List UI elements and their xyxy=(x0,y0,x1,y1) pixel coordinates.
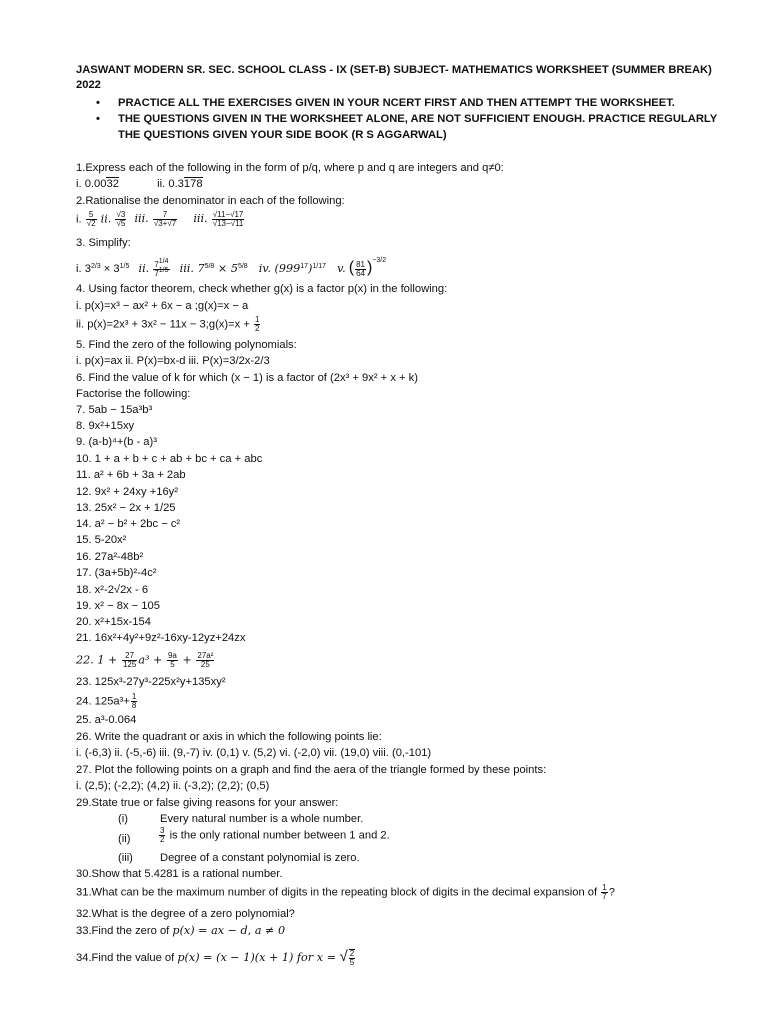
q22-term: a³ + xyxy=(138,653,166,667)
question-5-parts: i. p(x)=ax ii. P(x)=bx-d iii. P(x)=3/2x-2/3 xyxy=(76,355,270,367)
q1-repeating-digits-i: 32 xyxy=(106,178,119,190)
instruction-bullet-1: PRACTICE ALL THE EXERCISES GIVEN IN YOUR NCERT FIRST AND THEN ATTEMPT THE WORKSHEET. xyxy=(118,97,675,109)
denominator: 8 xyxy=(131,701,137,710)
q31-end: ? xyxy=(608,886,615,899)
question-item: 14. a² − b² + 2bc − c² xyxy=(76,518,181,530)
numerator: 2 xyxy=(349,949,355,959)
base: 7 xyxy=(154,268,159,278)
statement-i: Every natural number is a whole number. xyxy=(160,813,364,825)
question-5: 5. Find the zero of the following polynomials: xyxy=(76,339,297,351)
fraction xyxy=(196,652,214,669)
question-item: 18. x²-2√2x - 6 xyxy=(76,584,149,596)
q34-prefix: 34.Find the value of xyxy=(76,952,178,964)
q4-part-ii-text: ii. p(x)=2x³ + 3x² − 11x − 3;g(x)=x + xyxy=(76,318,253,331)
numerator: 1 xyxy=(602,883,607,892)
numerator: 1 xyxy=(255,315,260,324)
question-3-parts xyxy=(76,258,386,278)
fraction xyxy=(153,257,169,278)
q3-part-i: i. 3 xyxy=(76,263,91,275)
statement-ii-text: is the only rational number between 1 and 2. xyxy=(169,829,390,842)
roman-numeral-ii: (ii) xyxy=(118,833,131,845)
fraction xyxy=(601,884,607,901)
question-4-part-ii xyxy=(76,316,261,333)
question-26-parts: i. (-6,3) ii. (-5,-6) iii. (9,-7) iv. (0,1) v. (5,2) vi. (-2,0) vii. (19,0) viii. (0,-101) xyxy=(76,747,432,759)
exponent: 17 xyxy=(300,263,308,270)
question-33 xyxy=(76,924,285,938)
q33-expression: p(x) = ax − d, a ≠ 0 xyxy=(172,924,286,937)
denominator: 125 xyxy=(122,660,137,669)
numerator: 27a² xyxy=(197,651,214,660)
exponent: 5/8 xyxy=(237,263,248,270)
exponent: 1/5 xyxy=(158,266,169,274)
question-item: 17. (3a+5b)²-4c² xyxy=(76,567,157,579)
question-item: 16. 27a²-48b² xyxy=(76,551,144,563)
question-22 xyxy=(76,652,215,669)
question-24 xyxy=(76,693,138,710)
denominator: 2 xyxy=(160,835,165,844)
q2-part-iii: iii. xyxy=(134,212,149,226)
radical-sign: √ xyxy=(339,948,348,965)
q1-part-ii: ii. 0.3 xyxy=(157,178,184,190)
fraction xyxy=(159,827,165,844)
denominator: √5 xyxy=(116,219,126,228)
question-item: 11. a² + 6b + 3a + 2ab xyxy=(76,469,186,481)
fraction xyxy=(122,652,137,669)
title-line-2: 2022 xyxy=(76,79,101,92)
q1-repeating-digits-ii: 178 xyxy=(183,178,203,190)
statement-iii: Degree of a constant polynomial is zero. xyxy=(160,852,360,864)
q3-part-iii: iii. 7 xyxy=(179,262,205,275)
question-4-part-i: i. p(x)=x³ − ax² + 6x − a ;g(x)=x − a xyxy=(76,300,249,312)
numerator: √11−√17 xyxy=(212,210,244,219)
question-6: 6. Find the value of k for which (x − 1) is a factor of (2x³ + 9x² + x + k) xyxy=(76,372,418,384)
instruction-bullet-2: THE QUESTIONS GIVEN IN THE WORKSHEET ALONE, ARE NOT SUFFICIENT ENOUGH. PRACTICE REGULARLY xyxy=(118,113,718,125)
denominator: 5 xyxy=(170,660,175,669)
numerator: 1 xyxy=(131,692,137,701)
question-2: 2.Rationalise the denominator in each of the following: xyxy=(76,195,345,207)
numerator: 5 xyxy=(86,211,97,220)
fraction xyxy=(86,211,97,228)
question-item: 13. 25x² − 2x + 1/25 xyxy=(76,502,176,514)
fraction xyxy=(167,652,178,669)
q22-plus: + xyxy=(178,653,196,667)
factorise-heading: Factorise the following: xyxy=(76,388,191,400)
denominator: 5 xyxy=(349,958,355,968)
denominator xyxy=(153,266,169,278)
denominator: 7 xyxy=(602,892,607,901)
base: 7 xyxy=(154,259,159,269)
question-item: 20. x²+15x-154 xyxy=(76,616,151,628)
q33-prefix: 33.Find the zero of xyxy=(76,925,173,937)
question-item: 7. 5ab − 15a³b³ xyxy=(76,404,153,416)
fraction xyxy=(131,693,137,710)
question-1-parts xyxy=(76,178,203,191)
denominator: 25 xyxy=(200,660,210,669)
question-23: 23. 125x³-27y³-225x²y+135xy² xyxy=(76,676,226,688)
exponent: 1/17 xyxy=(312,263,326,270)
question-34 xyxy=(76,948,356,967)
question-item: 12. 9x² + 24xy +16y² xyxy=(76,486,178,498)
numerator: 81 xyxy=(356,259,365,269)
exponent: 2/3 xyxy=(90,263,101,270)
numerator: 7 xyxy=(153,211,177,220)
numerator: 3 xyxy=(160,826,165,835)
question-3: 3. Simplify: xyxy=(76,237,131,249)
question-27: 27. Plot the following points on a graph and find the aera of the triangle formed by these points: xyxy=(76,764,547,776)
title-line-1: JASWANT MODERN SR. SEC. SCHOOL CLASS - IX (SET-B) SUBJECT- MATHEMATICS WORKSHEET (SUMMER BREAK) xyxy=(76,64,712,76)
q2-part-iv: iii. xyxy=(193,212,208,226)
question-30: 30.Show that 5.4281 is a rational number. xyxy=(76,868,283,880)
q3-part-iii-mid: × 5 xyxy=(214,262,238,275)
denominator: 64 xyxy=(356,268,365,278)
q24-prefix: 24. 125a³+ xyxy=(76,695,130,708)
q3-part-iv-close: ) xyxy=(307,262,313,275)
roman-numeral-iii: (iii) xyxy=(118,852,133,864)
exponent: 1/5 xyxy=(119,263,130,270)
question-item: 10. 1 + a + b + c + ab + bc + ca + abc xyxy=(76,453,263,465)
bullet-dot-1: • xyxy=(96,97,100,109)
q3-part-ii: ii. xyxy=(138,262,150,275)
numerator: 9a xyxy=(167,651,177,660)
q3-part-v: v. xyxy=(337,262,346,275)
paren-close: ) xyxy=(367,259,373,276)
instruction-bullet-3: THE QUESTIONS GIVEN YOUR SIDE BOOK (R S AGGARWAL) xyxy=(118,129,447,141)
fraction xyxy=(254,316,260,333)
bullet-dot-2: • xyxy=(96,113,100,125)
fraction xyxy=(115,211,126,228)
denominator: 2 xyxy=(255,324,260,333)
question-27-parts: i. (2,5); (-2,2); (4,2) ii. (-3,2); (2,2); (0,5) xyxy=(76,780,270,792)
q31-text: 31.What can be the maximum number of digits in the repeating block of digits in the decimal expansion of xyxy=(76,886,601,899)
question-1: 1.Express each of the following in the form of p/q, where p and q are integers and q≠0: xyxy=(76,162,504,174)
fraction xyxy=(355,261,366,278)
question-26: 26. Write the quadrant or axis in which the following points lie: xyxy=(76,731,382,743)
question-32: 32.What is the degree of a zero polynomial? xyxy=(76,908,295,920)
q3-part-i-mid: × 3 xyxy=(100,263,120,275)
question-item: 19. x² − 8x − 105 xyxy=(76,600,160,612)
question-item: 8. 9x²+15xy xyxy=(76,420,135,432)
numerator: 27 xyxy=(122,652,137,661)
exponent: −3/2 xyxy=(372,257,387,264)
worksheet-title xyxy=(76,64,712,93)
question-4: 4. Using factor theorem, check whether g(x) is a factor p(x) in the following: xyxy=(76,283,448,295)
exponent: 5/8 xyxy=(204,263,215,270)
q34-expression: p(x) = (x − 1)(x + 1) for x = xyxy=(177,951,340,964)
question-item: 15. 5-20x² xyxy=(76,534,127,546)
denominator: √2 xyxy=(86,219,96,228)
question-item: 21. 16x²+4y²+9z²-16xy-12yz+24zx xyxy=(76,632,246,644)
question-25: 25. a³-0.064 xyxy=(76,714,137,726)
q2-part-i: i. xyxy=(76,213,82,226)
question-2-parts xyxy=(76,211,245,228)
question-item: 9. (a-b)⁴+(b - a)³ xyxy=(76,436,157,448)
q3-part-iv: iv. (999 xyxy=(258,262,301,275)
paren-open: ( xyxy=(348,259,355,276)
statement-ii xyxy=(158,827,390,844)
numerator: √3 xyxy=(116,210,126,219)
q2-part-ii: ii. xyxy=(100,212,112,226)
fraction xyxy=(349,949,355,967)
question-29: 29.State true or false giving reasons for your answer: xyxy=(76,797,339,809)
fraction xyxy=(153,211,177,228)
denominator: √3+√7 xyxy=(153,219,177,228)
denominator: √13−√11 xyxy=(212,219,244,228)
exponent: 1/4 xyxy=(158,257,169,265)
roman-numeral-i: (i) xyxy=(118,813,128,825)
question-31 xyxy=(76,884,615,901)
q22-prefix: 22. 1 + xyxy=(76,653,121,667)
q1-part-i: i. 0.00 xyxy=(76,178,107,190)
fraction xyxy=(212,211,245,228)
